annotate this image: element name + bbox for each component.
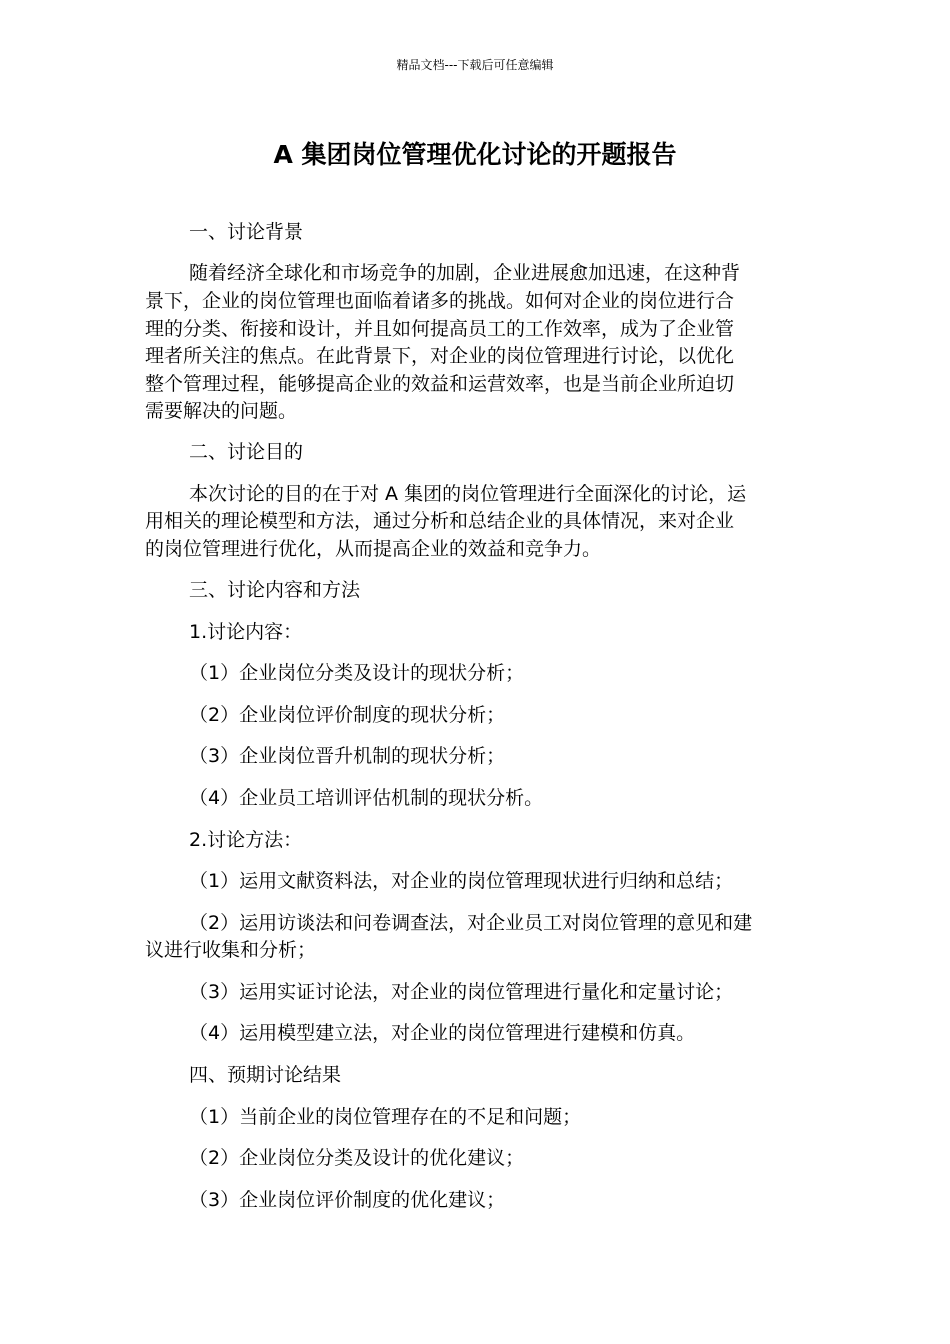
paragraph-line: 用相关的理论模型和方法，通过分析和总结企业的具体情况，来对企业 (145, 510, 735, 532)
list-item: （2）企业岗位分类及设计的优化建议； (189, 1147, 525, 1169)
list-item: （3）企业岗位评价制度的优化建议； (189, 1189, 506, 1211)
paragraph-line: 的岗位管理进行优化，从而提高企业的效益和竞争力。 (145, 538, 602, 560)
list-item: （1）当前企业的岗位管理存在的不足和问题； (189, 1106, 582, 1128)
paragraph-line: 整个管理过程，能够提高企业的效益和运营效率，也是当前企业所迫切 (145, 373, 735, 395)
paragraph-line: 随着经济全球化和市场竞争的加剧，企业进展愈加迅速，在这种背 (189, 262, 741, 284)
paragraph-line: 理的分类、衔接和设计，并且如何提高员工的工作效率，成为了企业管 (145, 318, 735, 340)
list-item: （3）运用实证讨论法，对企业的岗位管理进行量化和定量讨论； (189, 981, 734, 1003)
section-heading: 三、讨论内容和方法 (189, 579, 361, 601)
section-heading: 一、讨论背景 (189, 221, 304, 243)
list-item: （2）企业岗位评价制度的现状分析； (189, 704, 506, 726)
subsection-heading: 1.讨论内容： (189, 621, 303, 643)
paragraph-line: 需要解决的问题。 (145, 400, 298, 422)
list-item: （4）运用模型建立法，对企业的岗位管理进行建模和仿真。 (189, 1022, 696, 1044)
section-heading: 四、预期讨论结果 (189, 1064, 342, 1086)
list-item: （4）企业员工培训评估机制的现状分析。 (189, 787, 544, 809)
paragraph-line: 本次讨论的目的在于对 A 集团的岗位管理进行全面深化的讨论，运 (189, 483, 747, 505)
list-item: （1）企业岗位分类及设计的现状分析； (189, 662, 525, 684)
list-item-continuation: 议进行收集和分析； (145, 939, 317, 961)
paragraph-line: 景下，企业的岗位管理也面临着诸多的挑战。如何对企业的岗位进行合 (145, 290, 735, 312)
list-item: （2）运用访谈法和问卷调查法，对企业员工对岗位管理的意见和建 (189, 912, 753, 934)
paragraph-line: 理者所关注的焦点。在此背景下，对企业的岗位管理进行讨论，以优化 (145, 345, 735, 367)
document-title: A 集团岗位管理优化讨论的开题报告 (273, 140, 677, 169)
page-header: 精品文档---下载后可任意编辑 (396, 58, 554, 72)
list-item: （3）企业岗位晋升机制的现状分析； (189, 745, 506, 767)
list-item: （1）运用文献资料法，对企业的岗位管理现状进行归纳和总结； (189, 870, 734, 892)
section-heading: 二、讨论目的 (189, 441, 304, 463)
subsection-heading: 2.讨论方法： (189, 829, 303, 851)
